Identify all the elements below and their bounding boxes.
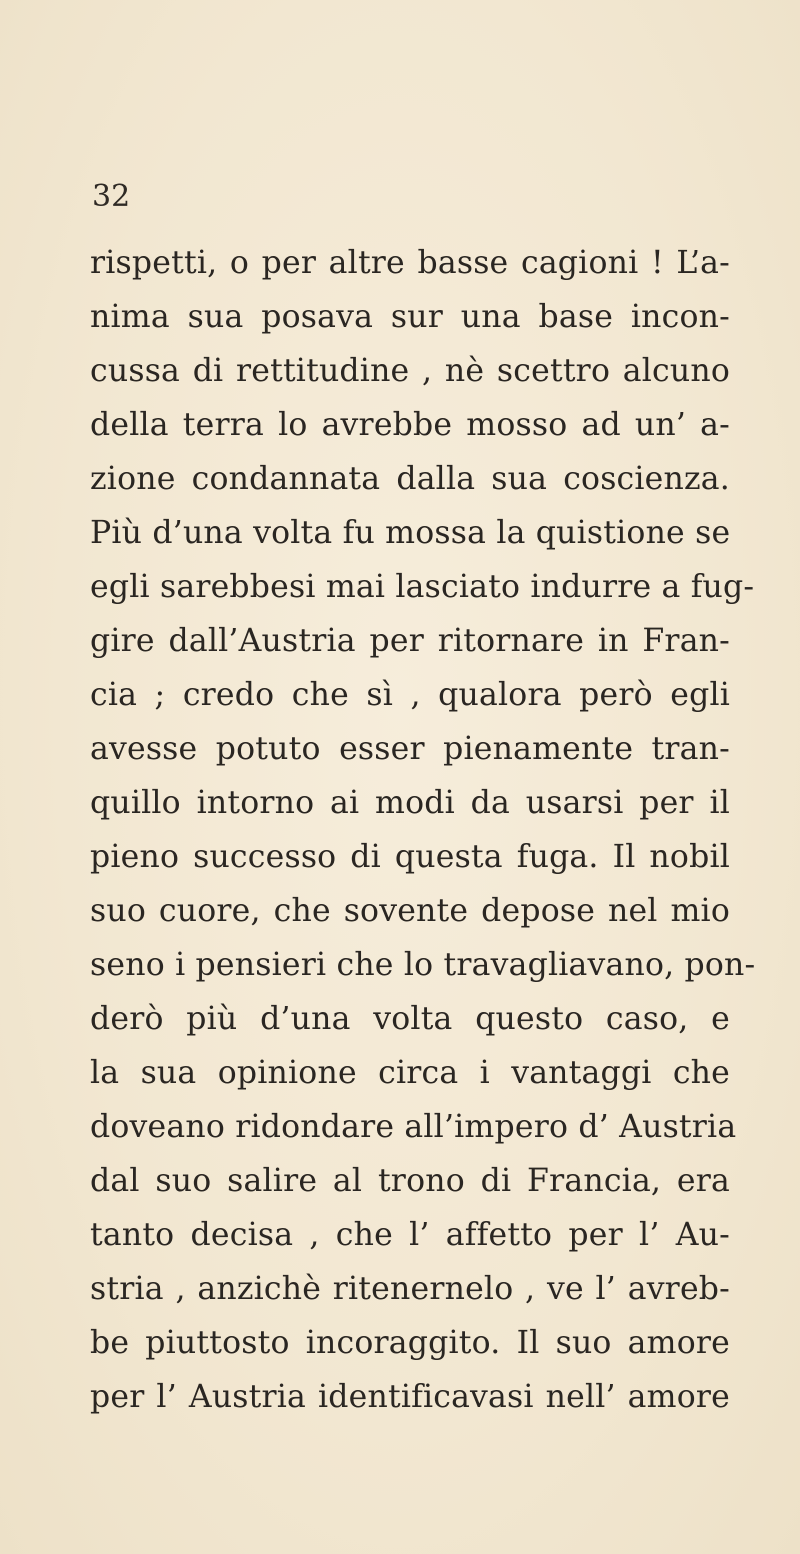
text-line-19: tanto decisa , che l’ affetto per l’ Au- bbox=[90, 1217, 730, 1253]
text-line-15: derò più d’una volta questo caso, e bbox=[90, 1001, 730, 1037]
text-line-12: pieno successo di questa fuga. Il nobil bbox=[90, 839, 730, 875]
text-line-6: Più d’una volta fu mossa la quistione se bbox=[90, 515, 731, 551]
text-line-20: stria , anzichè ritenernelo , ve l’ avreb- bbox=[90, 1271, 730, 1307]
text-line-2: nima sua posava sur una base incon- bbox=[90, 299, 730, 335]
text-line-17: doveano ridondare all’impero d’ Austria bbox=[90, 1109, 737, 1145]
text-line-8: gire dall’Austria per ritornare in Fran- bbox=[90, 623, 730, 659]
text-line-14: seno i pensieri che lo travagliavano, pon- bbox=[90, 947, 756, 983]
page-number: 32 bbox=[92, 179, 131, 214]
text-line-21: be piuttosto incoraggito. Il suo amore bbox=[90, 1325, 730, 1361]
text-line-9: cia ; credo che sì , qualora però egli bbox=[90, 677, 730, 713]
text-line-11: quillo intorno ai modi da usarsi per il bbox=[90, 785, 730, 821]
text-line-7: egli sarebbesi mai lasciato indurre a fug- bbox=[90, 569, 755, 605]
text-line-3: cussa di rettitudine , nè scettro alcuno bbox=[90, 353, 730, 389]
text-line-4: della terra lo avrebbe mosso ad un’ a- bbox=[90, 407, 730, 443]
text-line-16: la sua opinione circa i vantaggi che bbox=[90, 1055, 730, 1091]
text-line-13: suo cuore, che sovente depose nel mio bbox=[90, 893, 730, 929]
text-line-1: rispetti, o per altre basse cagioni ! L’a- bbox=[90, 245, 730, 281]
text-line-18: dal suo salire al trono di Francia, era bbox=[90, 1163, 730, 1199]
text-line-5: zione condannata dalla sua coscienza. bbox=[90, 461, 730, 497]
text-line-22: per l’ Austria identificavasi nell’ amore bbox=[90, 1379, 730, 1415]
body-text bbox=[90, 236, 756, 1424]
text-line-10: avesse potuto esser pienamente tran- bbox=[90, 731, 730, 767]
